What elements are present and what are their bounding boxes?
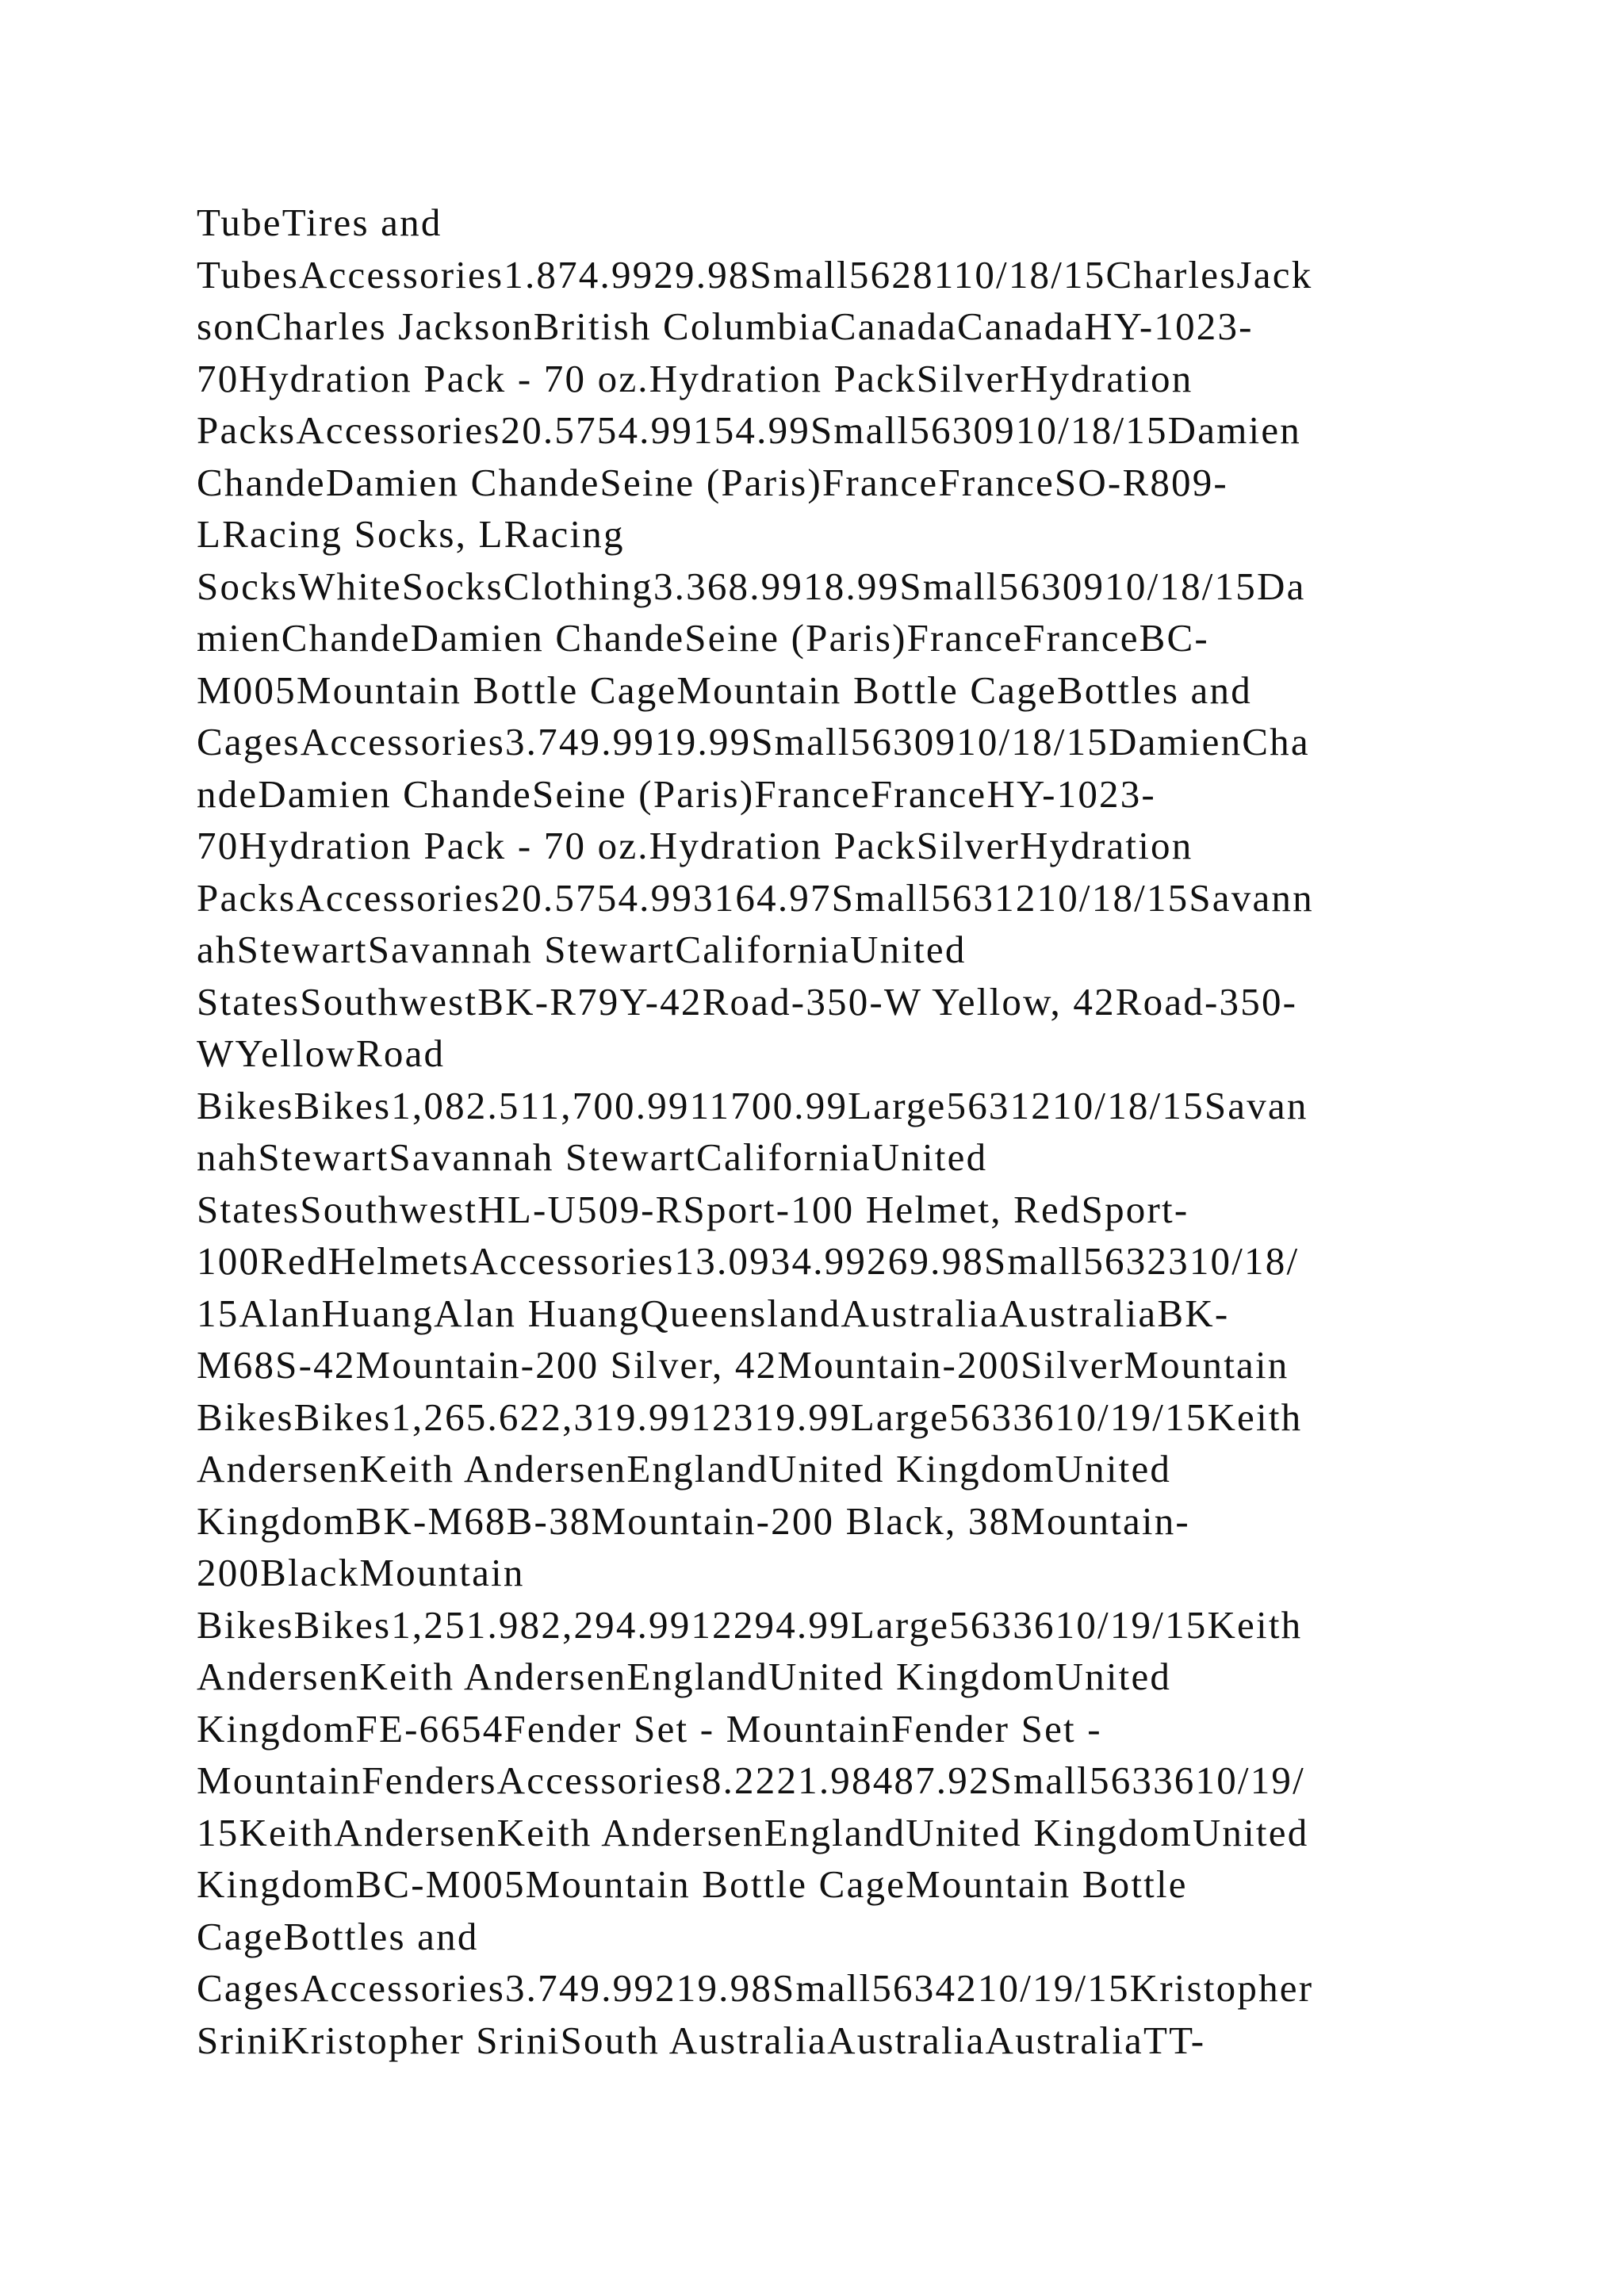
text-line: AndersenKeith AndersenEnglandUnited KingdomUnited: [197, 1447, 1172, 1490]
text-line: KingdomFE-6654Fender Set - MountainFender Set -: [197, 1706, 1102, 1751]
text-line: ahStewartSavannah StewartCaliforniaUnited: [197, 928, 967, 971]
text-line: BikesBikes1,251.982,294.9912294.99Large5633610/19/15Keith: [197, 1602, 1303, 1647]
text-line: StatesSouthwestHL-U509-RSport-100 Helmet, RedSport-: [197, 1187, 1189, 1231]
text-line: ndeDamien ChandeSeine (Paris)FranceFranceHY-1023-: [197, 771, 1156, 816]
text-line: KingdomBK-M68B-38Mountain-200 Black, 38Mountain-: [197, 1498, 1190, 1543]
text-line: BikesBikes1,265.622,319.9912319.99Large5633610/19/15Keith: [197, 1395, 1303, 1439]
text-line: SocksWhiteSocksClothing3.368.9918.99Small5630910/18/15Da: [197, 564, 1306, 608]
body-text: [197, 197, 1450, 2066]
text-line: WYellowRoad: [197, 1031, 446, 1075]
text-line: BikesBikes1,082.511,700.9911700.99Large5631210/18/15Savan: [197, 1083, 1308, 1127]
text-line: sonCharles JacksonBritish ColumbiaCanadaCanadaHY-1023-: [197, 304, 1254, 348]
text-line: mienChandeDamien ChandeSeine (Paris)FranceFranceBC-: [197, 616, 1209, 660]
text-line: TubeTires and: [197, 201, 442, 244]
text-line: CagesAccessories3.749.99219.98Small5634210/19/15Kristopher: [197, 1966, 1314, 2010]
text-line: 70Hydration Pack - 70 oz.Hydration PackSilverHydration: [197, 824, 1193, 867]
text-line: KingdomBC-M005Mountain Bottle CageMountain Bottle: [197, 1862, 1188, 1906]
text-line: CageBottles and: [197, 1914, 479, 1958]
text-line: SriniKristopher SriniSouth AustraliaAustraliaAustraliaTT-: [197, 2018, 1206, 2062]
text-line: PacksAccessories20.5754.993164.97Small5631210/18/15Savann: [197, 875, 1314, 920]
text-line: 15KeithAndersenKeith AndersenEnglandUnited KingdomUnited: [197, 1810, 1309, 1854]
text-line: 70Hydration Pack - 70 oz.Hydration PackSilverHydration: [197, 356, 1193, 400]
text-line: TubesAccessories1.874.9929.98Small5628110/18/15CharlesJack: [197, 252, 1313, 297]
text-line: 15AlanHuangAlan HuangQueenslandAustraliaAustraliaBK-: [197, 1291, 1230, 1335]
text-line: ChandeDamien ChandeSeine (Paris)FranceFranceSO-R809-: [197, 460, 1228, 504]
text-line: CagesAccessories3.749.9919.99Small5630910/18/15DamienCha: [197, 720, 1310, 763]
text-line: 200BlackMountain: [197, 1551, 525, 1594]
text-line: PacksAccessories20.5754.99154.99Small5630910/18/15Damien: [197, 408, 1301, 452]
text-line: nahStewartSavannah StewartCaliforniaUnited: [197, 1135, 988, 1179]
text-line: LRacing Socks, LRacing: [197, 512, 625, 556]
text-line: M68S-42Mountain-200 Silver, 42Mountain-200SilverMountain: [197, 1343, 1289, 1387]
text-line: MountainFendersAccessories8.2221.98487.92Small5633610/19/: [197, 1758, 1305, 1802]
text-line: 100RedHelmetsAccessories13.0934.99269.98Small5632310/18/: [197, 1239, 1300, 1283]
text-line: M005Mountain Bottle CageMountain Bottle CageBottles and: [197, 668, 1252, 712]
text-line: AndersenKeith AndersenEnglandUnited KingdomUnited: [197, 1655, 1172, 1698]
text-line: StatesSouthwestBK-R79Y-42Road-350-W Yellow, 42Road-350-: [197, 979, 1298, 1024]
